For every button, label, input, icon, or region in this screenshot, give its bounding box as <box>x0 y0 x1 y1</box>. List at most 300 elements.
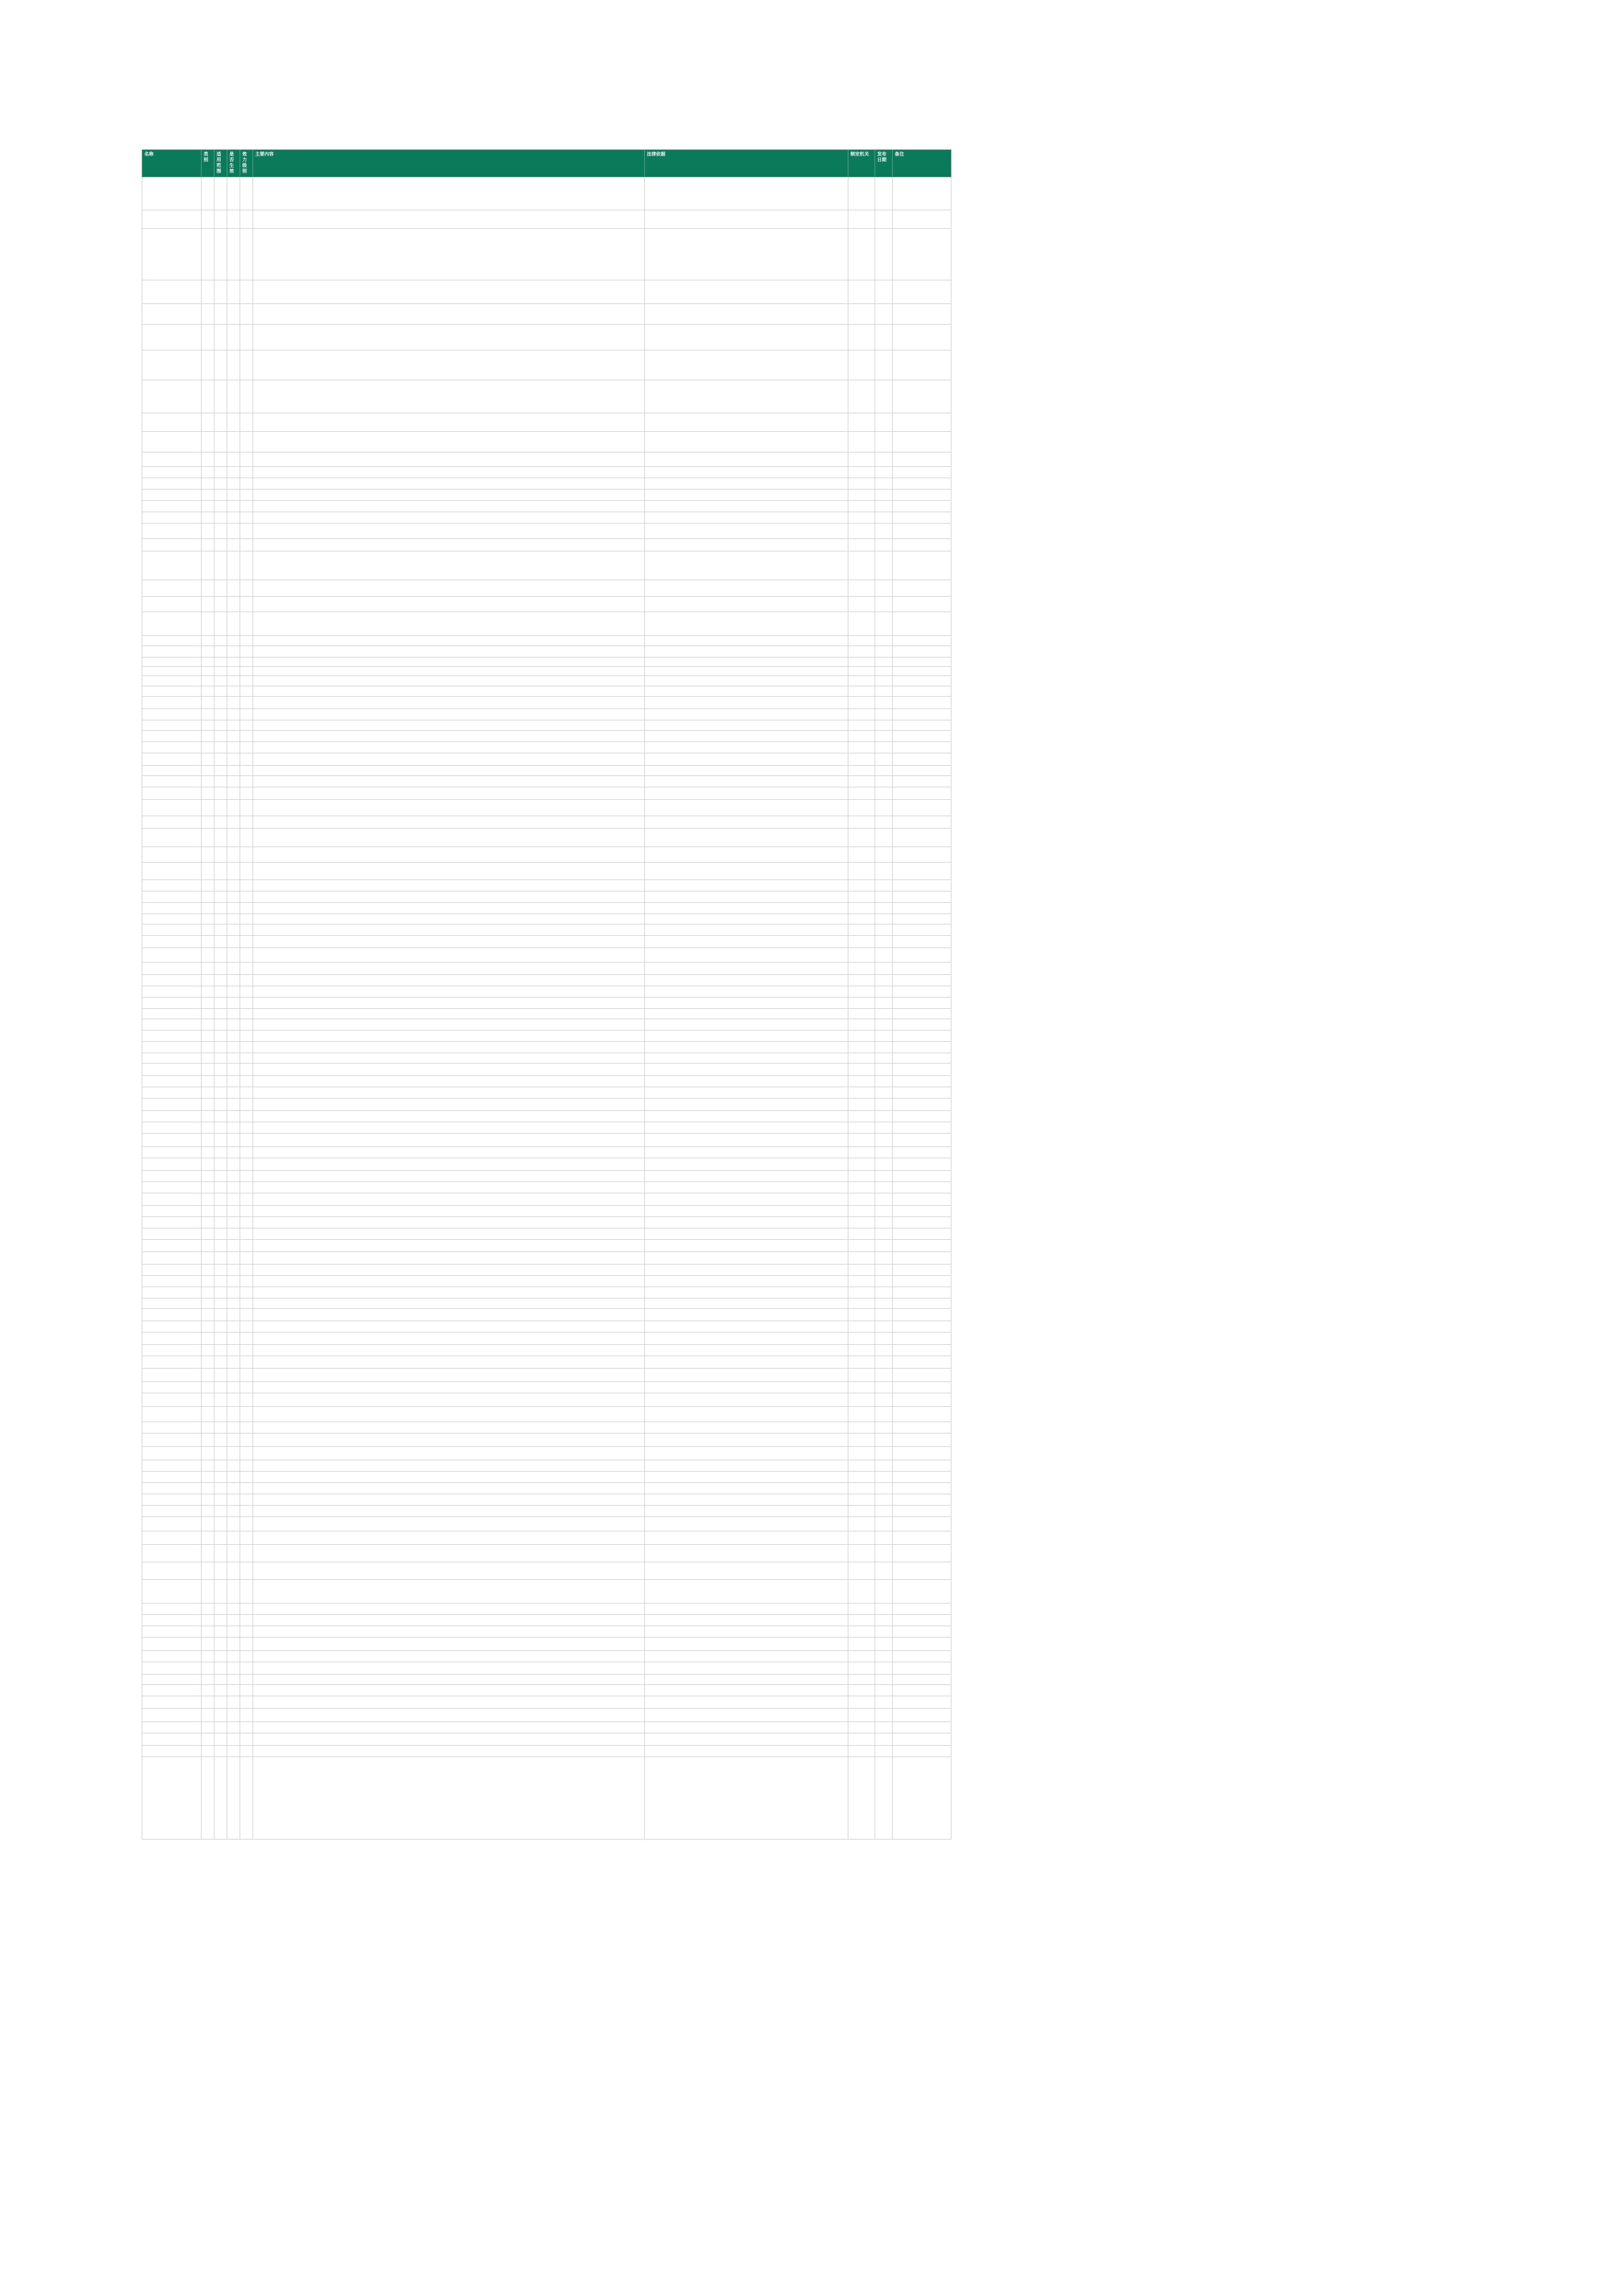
table-cell <box>227 1757 240 1839</box>
table-cell <box>214 452 227 467</box>
table-cell <box>645 1472 848 1483</box>
table-cell <box>240 686 253 697</box>
table-cell <box>227 1483 240 1494</box>
table-cell <box>253 1447 645 1460</box>
table-cell <box>202 350 214 380</box>
table-cell <box>227 1472 240 1483</box>
table-cell <box>848 998 875 1009</box>
table-cell <box>227 350 240 380</box>
table-cell <box>645 580 848 597</box>
table-cell <box>227 1321 240 1332</box>
table-cell <box>214 742 227 753</box>
table-row <box>142 304 951 325</box>
table-cell <box>875 1733 893 1746</box>
table-cell <box>202 914 214 924</box>
table-cell <box>645 891 848 903</box>
table-cell <box>240 1356 253 1369</box>
table-cell <box>227 1382 240 1393</box>
table-cell <box>875 1276 893 1287</box>
table-cell <box>848 612 875 636</box>
table-cell <box>214 636 227 646</box>
table-row <box>142 1675 951 1685</box>
table-cell <box>253 709 645 720</box>
table-row <box>142 501 951 512</box>
table-cell <box>253 676 645 686</box>
table-cell <box>202 753 214 766</box>
table-cell <box>893 1332 951 1345</box>
table-cell <box>253 1147 645 1158</box>
table-cell <box>848 636 875 646</box>
table-cell <box>227 720 240 731</box>
table-cell <box>240 1615 253 1626</box>
table-cell <box>893 936 951 948</box>
table-cell <box>875 1332 893 1345</box>
table-cell <box>227 1709 240 1722</box>
table-cell <box>240 936 253 948</box>
table-cell <box>202 1298 214 1309</box>
table-cell <box>142 489 202 501</box>
table-cell <box>253 512 645 524</box>
table-cell <box>227 1531 240 1545</box>
table-cell <box>875 539 893 551</box>
table-cell <box>848 1746 875 1757</box>
table-cell <box>253 1615 645 1626</box>
table-row <box>142 686 951 697</box>
table-cell <box>202 1147 214 1158</box>
table-cell <box>875 646 893 657</box>
table-cell <box>240 551 253 580</box>
table-cell <box>227 1369 240 1382</box>
table-cell <box>142 229 202 280</box>
table-cell <box>893 986 951 998</box>
table-cell <box>214 1122 227 1134</box>
table-cell <box>645 880 848 891</box>
table-cell <box>202 847 214 863</box>
table-cell <box>227 1042 240 1053</box>
table-row <box>142 1709 951 1722</box>
table-cell <box>893 1193 951 1206</box>
table-body <box>142 177 951 1839</box>
table-cell <box>253 380 645 413</box>
table-cell <box>893 1276 951 1287</box>
table-cell <box>645 350 848 380</box>
table-cell <box>240 539 253 551</box>
table-cell <box>240 612 253 636</box>
table-row <box>142 413 951 432</box>
table-cell <box>875 1019 893 1031</box>
table-cell <box>227 280 240 304</box>
table-cell <box>645 847 848 863</box>
table-cell <box>253 731 645 742</box>
table-cell <box>848 1287 875 1298</box>
table-cell <box>645 829 848 847</box>
table-cell <box>848 800 875 816</box>
table-cell <box>645 1696 848 1709</box>
table-cell <box>645 975 848 986</box>
table-cell <box>240 697 253 709</box>
header-category: 类别 <box>202 150 214 177</box>
table-cell <box>240 1603 253 1615</box>
table-cell <box>848 597 875 612</box>
table-cell <box>227 1171 240 1182</box>
table-cell <box>875 1206 893 1217</box>
table-cell <box>645 1369 848 1382</box>
table-cell <box>893 787 951 800</box>
table-cell <box>202 1746 214 1757</box>
table-cell <box>214 524 227 539</box>
table-cell <box>848 1675 875 1685</box>
table-cell <box>848 1252 875 1264</box>
table-cell <box>214 1580 227 1603</box>
table-cell <box>240 432 253 452</box>
table-cell <box>227 657 240 667</box>
header-scope: 适用范围 <box>214 150 227 177</box>
table-cell <box>645 776 848 787</box>
table-cell <box>240 753 253 766</box>
table-cell <box>645 1087 848 1099</box>
table-cell <box>875 1076 893 1087</box>
table-cell <box>142 1393 202 1407</box>
table-cell <box>875 1460 893 1472</box>
table-cell <box>893 1709 951 1722</box>
table-cell <box>875 1626 893 1637</box>
table-cell <box>142 1111 202 1122</box>
table-cell <box>253 1287 645 1298</box>
table-cell <box>240 1651 253 1662</box>
header-issuer: 制定机关 <box>848 150 875 177</box>
table-cell <box>227 524 240 539</box>
table-cell <box>875 847 893 863</box>
table-cell <box>875 1506 893 1517</box>
table-cell <box>142 1042 202 1053</box>
table-cell <box>875 1217 893 1228</box>
table-cell <box>227 1407 240 1422</box>
table-cell <box>240 1122 253 1134</box>
table-cell <box>202 646 214 657</box>
table-cell <box>227 1356 240 1369</box>
table-cell <box>875 597 893 612</box>
table-cell <box>240 948 253 963</box>
table-row <box>142 657 951 667</box>
table-cell <box>875 963 893 975</box>
table-cell <box>214 880 227 891</box>
table-cell <box>214 1517 227 1531</box>
table-row <box>142 1603 951 1615</box>
table-cell <box>142 1757 202 1839</box>
table-row <box>142 1506 951 1517</box>
table-cell <box>142 1287 202 1298</box>
table-cell <box>214 676 227 686</box>
table-cell <box>202 1696 214 1709</box>
table-cell <box>645 512 848 524</box>
table-cell <box>645 636 848 646</box>
table-cell <box>214 891 227 903</box>
table-cell <box>240 1407 253 1422</box>
table-row <box>142 800 951 816</box>
table-cell <box>142 924 202 936</box>
table-cell <box>240 1264 253 1276</box>
table-cell <box>848 667 875 676</box>
table-cell <box>214 1675 227 1685</box>
table-cell <box>848 657 875 667</box>
table-cell <box>142 1309 202 1321</box>
table-cell <box>202 1460 214 1472</box>
table-cell <box>253 1019 645 1031</box>
table-cell <box>227 847 240 863</box>
table-cell <box>893 597 951 612</box>
table-cell <box>645 1264 848 1276</box>
table-cell <box>875 829 893 847</box>
table-cell <box>848 501 875 512</box>
table-cell <box>645 597 848 612</box>
table-cell <box>848 1087 875 1099</box>
table-cell <box>875 753 893 766</box>
table-cell <box>142 580 202 597</box>
table-cell <box>253 1407 645 1422</box>
table-cell <box>875 1531 893 1545</box>
table-row <box>142 709 951 720</box>
table-cell <box>202 936 214 948</box>
table-cell <box>214 829 227 847</box>
table-cell <box>875 720 893 731</box>
table-cell <box>645 501 848 512</box>
table-cell <box>893 903 951 914</box>
table-cell <box>202 963 214 975</box>
table-cell <box>227 1063 240 1076</box>
table-cell <box>214 686 227 697</box>
table-cell <box>645 1053 848 1063</box>
table-cell <box>214 998 227 1009</box>
table-cell <box>645 986 848 998</box>
table-cell <box>645 1063 848 1076</box>
table-cell <box>240 1746 253 1757</box>
table-cell <box>848 1494 875 1506</box>
table-cell <box>645 551 848 580</box>
table-row <box>142 1053 951 1063</box>
table-row <box>142 1637 951 1651</box>
table-row <box>142 676 951 686</box>
table-cell <box>214 1545 227 1562</box>
table-cell <box>893 742 951 753</box>
table-cell <box>875 1685 893 1696</box>
table-cell <box>875 467 893 478</box>
table-row <box>142 1031 951 1042</box>
table-cell <box>214 467 227 478</box>
table-cell <box>214 1147 227 1158</box>
table-cell <box>875 742 893 753</box>
table-cell <box>227 1506 240 1517</box>
table-cell <box>253 1042 645 1053</box>
table-cell <box>142 646 202 657</box>
table-cell <box>893 1382 951 1393</box>
table-cell <box>142 597 202 612</box>
table-cell <box>202 1757 214 1839</box>
table-cell <box>645 413 848 432</box>
table-cell <box>645 1228 848 1240</box>
table-cell <box>227 975 240 986</box>
table-cell <box>142 1407 202 1422</box>
table-cell <box>875 1722 893 1733</box>
table-cell <box>645 1332 848 1345</box>
table-cell <box>253 636 645 646</box>
table-row <box>142 1696 951 1709</box>
table-row <box>142 847 951 863</box>
table-cell <box>848 963 875 975</box>
table-cell <box>227 731 240 742</box>
table-cell <box>202 1345 214 1356</box>
table-cell <box>645 280 848 304</box>
table-cell <box>142 1517 202 1531</box>
table-cell <box>202 676 214 686</box>
table-cell <box>202 903 214 914</box>
table-cell <box>645 1422 848 1433</box>
table-cell <box>240 742 253 753</box>
table-cell <box>253 597 645 612</box>
table-cell <box>227 1651 240 1662</box>
table-cell <box>253 1309 645 1321</box>
table-row <box>142 948 951 963</box>
table-cell <box>848 847 875 863</box>
table-cell <box>240 1276 253 1287</box>
table-cell <box>645 304 848 325</box>
table-cell <box>875 350 893 380</box>
table-cell <box>875 1122 893 1134</box>
table-cell <box>214 1651 227 1662</box>
table-row <box>142 489 951 501</box>
table-cell <box>253 304 645 325</box>
table-cell <box>875 1228 893 1240</box>
table-cell <box>253 975 645 986</box>
table-cell <box>142 539 202 551</box>
table-cell <box>227 1332 240 1345</box>
table-cell <box>227 1264 240 1276</box>
table-cell <box>893 612 951 636</box>
table-cell <box>253 1757 645 1839</box>
table-cell <box>253 1264 645 1276</box>
table-cell <box>893 1722 951 1733</box>
table-cell <box>875 709 893 720</box>
table-cell <box>202 998 214 1009</box>
table-cell <box>645 1517 848 1531</box>
table-cell <box>240 924 253 936</box>
table-cell <box>227 501 240 512</box>
table-cell <box>848 304 875 325</box>
table-cell <box>227 1298 240 1309</box>
table-cell <box>240 636 253 646</box>
table-cell <box>214 1685 227 1696</box>
header-note: 备注 <box>893 150 951 177</box>
table-cell <box>227 697 240 709</box>
table-cell <box>240 1494 253 1506</box>
table-cell <box>645 1675 848 1685</box>
table-row <box>142 863 951 880</box>
table-cell <box>214 1506 227 1517</box>
table-cell <box>848 1722 875 1733</box>
table-cell <box>202 863 214 880</box>
table-cell <box>893 1615 951 1626</box>
table-cell <box>202 1171 214 1182</box>
table-cell <box>253 686 645 697</box>
table-cell <box>227 467 240 478</box>
table-cell <box>893 914 951 924</box>
table-cell <box>214 1099 227 1111</box>
table-cell <box>848 1147 875 1158</box>
table-cell <box>848 551 875 580</box>
table-cell <box>645 1580 848 1603</box>
table-cell <box>214 1662 227 1675</box>
table-cell <box>142 686 202 697</box>
table-cell <box>848 1651 875 1662</box>
table-cell <box>253 1675 645 1685</box>
table-row <box>142 753 951 766</box>
table-row <box>142 891 951 903</box>
table-cell <box>202 1709 214 1722</box>
table-cell <box>227 1240 240 1252</box>
table-cell <box>848 1134 875 1147</box>
table-cell <box>848 1662 875 1675</box>
table-cell <box>202 1626 214 1637</box>
table-cell <box>645 914 848 924</box>
table-cell <box>227 1393 240 1407</box>
table-cell <box>875 657 893 667</box>
table-cell <box>645 676 848 686</box>
table-cell <box>214 413 227 432</box>
table-cell <box>848 1382 875 1393</box>
table-cell <box>202 731 214 742</box>
table-cell <box>253 452 645 467</box>
table-row <box>142 1746 951 1757</box>
table-cell <box>240 1626 253 1637</box>
table-cell <box>142 975 202 986</box>
table-cell <box>142 1182 202 1193</box>
table-cell <box>202 551 214 580</box>
table-cell <box>848 229 875 280</box>
table-cell <box>893 1407 951 1422</box>
table-cell <box>645 1506 848 1517</box>
table-cell <box>227 1494 240 1506</box>
table-cell <box>240 350 253 380</box>
table-cell <box>848 766 875 776</box>
table-cell <box>214 1626 227 1637</box>
table-cell <box>645 177 848 210</box>
table-row <box>142 1494 951 1506</box>
table-cell <box>893 325 951 350</box>
table-row <box>142 986 951 998</box>
table-cell <box>893 776 951 787</box>
table-cell <box>645 1158 848 1171</box>
table-row <box>142 539 951 551</box>
table-cell <box>875 863 893 880</box>
table-cell <box>848 350 875 380</box>
table-cell <box>214 787 227 800</box>
table-cell <box>645 1182 848 1193</box>
table-cell <box>202 1182 214 1193</box>
table-cell <box>227 914 240 924</box>
table-cell <box>253 229 645 280</box>
table-cell <box>214 1562 227 1580</box>
table-cell <box>875 1087 893 1099</box>
table-cell <box>253 1276 645 1287</box>
table-cell <box>893 539 951 551</box>
table-cell <box>893 753 951 766</box>
table-cell <box>240 880 253 891</box>
table-cell <box>848 1053 875 1063</box>
table-cell <box>227 432 240 452</box>
table-cell <box>848 891 875 903</box>
table-cell <box>253 1076 645 1087</box>
table-cell <box>253 413 645 432</box>
table-cell <box>875 1309 893 1321</box>
